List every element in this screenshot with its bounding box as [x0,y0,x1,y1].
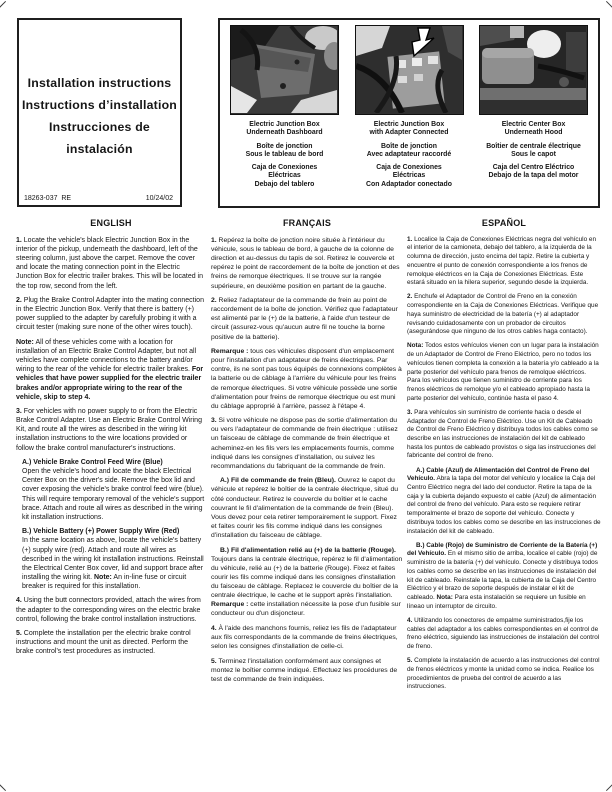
photo-image-center-box-hood [479,25,588,115]
instruction-paragraph: 5. Terminez l'installation conformément aux consignes et montez le boîtier comme indiqué. Effectuez les procédures de test de commande de frein indiquées. [211,657,398,683]
photo-image-junction-box-dashboard [230,25,339,115]
title-box [17,18,182,207]
page-title-line-fr: Instructions d’installation [21,98,178,112]
scan-corner-mark [606,1,612,8]
instruction-paragraph: Nota: Todos estos vehículos vienen con un lugar para la instalación de un Adaptador de Control de Freno Eléctrico, pero no todos los vehículos tienen completa la conexión a la batería y/o cableado a la parte posterior del vehículo para frenos de remolque eléctricos. Para los vehículos que tienen suministro de corriente para los frenos eléctricos de remolque y/o el cableado apropiado hasta la parte posterior del vehículo, continúe hasta el paso 4. [407,342,599,402]
column-english [16,219,206,662]
photo-captions [366,121,452,194]
instruction-paragraph: B.) Fil d'alimentation relié au (+) de la batterie (Rouge). Toujours dans la centrale électrique, repérez le fil d'alimentation du véhicule, relié au (+) de la batterie (Rouge). Fixez et faites courir les fils comme indiqué dans les consignes d'installation du faisceau de câblage. Replacez le couvercle du boîtier de la centrale électrique, le cache et le support après l'installation. Remarque : cette installation nécessite la pose d'un fusible sur conducteur ou d'un disjoncteur. [211,546,403,618]
page-title [19,20,180,160]
photo-caption-group: Electric Center Box Underneath Hood [501,121,566,137]
page-title-line-es: Instrucciones de instalación [49,120,150,156]
language-heading-spanish: ESPAÑOL [481,218,527,228]
photo-caption-group: Caja de Conexiones Eléctricas Debajo del tablero [251,164,318,188]
instruction-paragraph: 4. Using the butt connectors provided, attach the wires from the adapter to the corresponding wires on the electric brake control, following the brake control installation instructions. [16,597,201,623]
instruction-paragraph: 2. Plug the Brake Control Adapter into the mating connection in the Electric Junction Box. Verify that there is battery (+) power supplied to the adapter by carefully probing it with a circuit tester (making sure none of the other wires touch). [16,297,204,332]
scan-corner-mark [0,1,6,8]
instruction-paragraph: 2. Enchufe el Adaptador de Control de Freno en la conexión correspondiente en la Caja de Conexiones Eléctricas. Verifique que haya suministro de electricidad de la batería (+) al adaptador revisando cuidadosamente con un probador de circuitos (asegurándose que ninguno de los otros cables haga contacto). [407,293,599,336]
photo-caption-group: Boîte de jonction Sous le tableau de bord [245,142,324,158]
instruction-paragraph: 1. Localice la Caja de Conexiones Eléctricas negra del vehículo en el interior de la camioneta, debajo del tablero, a la izquierda de la columna de dirección, justo encima del tapiz. Retire la cubierta y encuentre el punto de conexión correspondiente a los frenos de remolque eléctricos en la Caja de Conexiones Eléctricas. Este estará situado en la hilera superior, segundo desde la izquierda. [407,235,597,287]
scan-corner-mark [0,784,6,791]
photo-captions [246,121,324,194]
photo-image-junction-box-adapter [355,25,464,115]
photo-caption-group: Electric Junction Box Underneath Dashboard [246,121,323,137]
instructions-english [16,236,206,656]
instruction-paragraph: 3. Si votre véhicule ne dispose pas de sortie d'alimentation du ou vers l'adaptateur de commande de frein électrique : utilisez un faisceau de câblage de commande de frein électrique et acheminez-en les fils vers les emplacements fournis, comme indiqué dans les consignes d'installation, ou suivez les recommandations du fabriquant de la commande de frein. [211,417,398,470]
photo-caption-group: Boîte de jonction Avec adaptateur raccordé [366,142,452,158]
instructions-spanish [407,236,601,692]
photos-panel [218,18,600,208]
instruction-paragraph: B.) Cable (Rojo) de Suministro de Corriente de la Batería (+) del Vehículo. En el mismo sitio de arriba, localice el cable (rojo) de suministro de la batería (+) del vehículo. Conecte y distribuya todos los cables como se describe en las instrucciones de instalación del kit de cableado. Reinstale la tapa, la cubierta de la Caja del Centro Eléctrico y el brazo de soporte después de instalar el kit de cableado. Nota: Para esta instalación se requiere un fusible en líneao un interruptor de circuito. [407,541,598,610]
photo-caption-group: Caja de Conexiones Eléctricas Con Adaptador conectado [366,164,452,188]
instruction-paragraph: B.) Vehicle Battery (+) Power Supply Wire (Red) In the same location as above, locate the vehicle's battery (+) supply wire (red). Attach and route all wires as described in the wiring kit installation instructions. Reinstall the Electrical Center Box cover, lid and support brace after installing the wiring kit. Note: An in-line fuse or circuit breaker is required for this installation. [22,528,204,590]
page-title-line-en: Installation instructions [27,76,172,90]
instruction-paragraph: 1. Repérez la boîte de jonction noire située à l'intérieur du véhicule, sous le tableau de bord, à gauche de la colonne de direction et au-dessus du tapis de sol. Retirez le couvercle et repérez le point de raccordement de la boîte de jonction et des freins de remorque électriques. Il se trouve sur la rangée supérieure, en deuxième position en partant de la gauche. [211,237,400,290]
column-spanish [407,219,601,697]
photo-captions [486,121,581,186]
scan-corner-mark [606,784,612,791]
instructions-french [211,236,403,684]
photo-figure-junction-box-adapter [352,25,467,206]
photo-caption-group: Caja del Centro Eléctrico Debajo de la tapa del motor [488,164,579,180]
instruction-paragraph: 4. Utilizando los conectores de empalme suministrados,fije los cables del adaptador a los cables correspondientes en el control de freno eléctrico, siguiendo las instrucciones de instalación del control de freno. [407,616,600,650]
instruction-paragraph: A.) Vehicle Brake Control Feed Wire (Blue) Open the vehicle's hood and locate the black Electrical Center Box on the driver's side. Remove the box lid and cover exposing the vehicle's brake control feed wire (blue). This will require temporary removal of the vehicle's support brace. Attach and route all wires as described in the wiring kit installation instructions. [22,459,205,521]
instruction-paragraph: 5. Complete the installation per the electric brake control instructions and mount the unit as directed. Perform the brake control's test procedures as instructed. [16,630,191,656]
instruction-paragraph: 1. Locate the vehicle's black Electric Junction Box in the interior of the pickup, underneath the dashboard, left of the steering column, just above the carpet. Remove the cover and locate the mating connection point in the Electric Junction Box for electric trailer brakes. This will be located in the top row, second from the left. [16,237,204,290]
photo-figure-junction-box-dashboard [227,25,342,206]
instruction-paragraph: Remarque : tous ces véhicules disposent d'un emplacement pour l'installation d'un adaptateur de freins électriques. Par contre, ils ne sont pas tous équipés de connexions complètes à la batterie ou de câblage à l'arrière du véhicule pour les freins de remorque électriques. Si votre véhicule possède une sortie d'alimentation pour freins de remorque électrique ou est muni du câblage approprié à l'arrière, passez à l'étape 4. [211,348,402,410]
instruction-paragraph: A.) Fil de commande de frein (Bleu). Ouvrez le capot du véhicule et repérez le boîtier de la centrale électrique, situé du côté conducteur. Retirez le couvercle du boîtier et le cache couvrant le fil d'alimentation de la commande de frein (Bleu). Vous devez pour cela retirer temporairement le support. Fixez et faites courir les fils comme indiqué dans les consignes d'installation du faisceau de câblage. [211,477,399,539]
instruction-paragraph: 3. Para vehículos sin suministro de corriente hacia o desde el Adaptador de Control de Freno Eléctrico. Use un Kit de Cableado de Control de Freno Eléctrico y distribuya todos los cables como se describe en las instrucciones de instalación del kit de cableado hasta los puntos de cableado provistos o siga las instrucciones del fabricante del control de freno. [407,408,598,460]
part-number: 18263-037 RE [24,195,72,202]
revision-date: 10/24/02 [145,195,173,202]
instruction-paragraph: A.) Cable (Azul) de Alimentación del Control de Freno del Vehículo. Abra la tapa del motor del vehículo y localice la Caja del Centro Eléctrico negra del lado del conductor. Retire la tapa de la caja y la cubierta dejando expuesto el cable (Azul) de alimentación del control de freno del vehículo. Para esto se requiere retirar temporalmente el brazo de soporte del vehículo. Conecte y distribuya todos los cables como se describe en las instrucciones de instalación del kit de cableado. [407,466,601,535]
instruction-paragraph: 4. À l'aide des manchons fournis, reliez les fils de l'adaptateur aux fils correspondants de la commande de freins électriques, selon les consignes d'installation de celle-ci. [211,624,398,650]
instruction-paragraph: 5. Complete la instalación de acuerdo a las instrucciones del control de frenos eléctricos y monte la unidad como se indica. Realice los procedimientos de prueba del control de acuerdo a las instrucciones. [407,657,600,691]
language-heading-french: FRANÇAIS [282,218,332,228]
photo-figure-center-box-hood [476,25,591,206]
instruction-paragraph: Note: All of these vehicles come with a location for installation of an Electric Brake Control Adapter, but not all vehicles have complete connections to the battery and/or wiring to the rear of the vehicle for electric trailer brakes. For vehicles that have power supplied for the electric trailer brakes and/or appropriate wiring to the rear of the vehicle, skip to step 4. [16,339,204,401]
language-heading-english: ENGLISH [90,218,132,228]
instruction-paragraph: 3. For vehicles with no power supply to or from the Electric Brake Control Adapter. Use an Electric Brake Control Wiring Kit, and route all the wires as described in the wiring kit installation instructions to the wire locations provided or follow the brake control manufacturer's instructions. [16,408,202,452]
photo-caption-group: Electric Junction Box with Adapter Connected [369,121,449,137]
photo-caption-group: Boîtier de centrale électrique Sous le capot [486,142,581,158]
instruction-paragraph: 2. Reliez l'adaptateur de la commande de frein au point de raccordement de la boîte de jonction. Vérifiez que l'adaptateur est alimenté par le (+) de la batterie, à l'aide d'un testeur de circuit (assurez-vous qu'aucun autre fil ne touche la borne positive de la batterie). [211,297,398,341]
column-french [211,219,403,689]
